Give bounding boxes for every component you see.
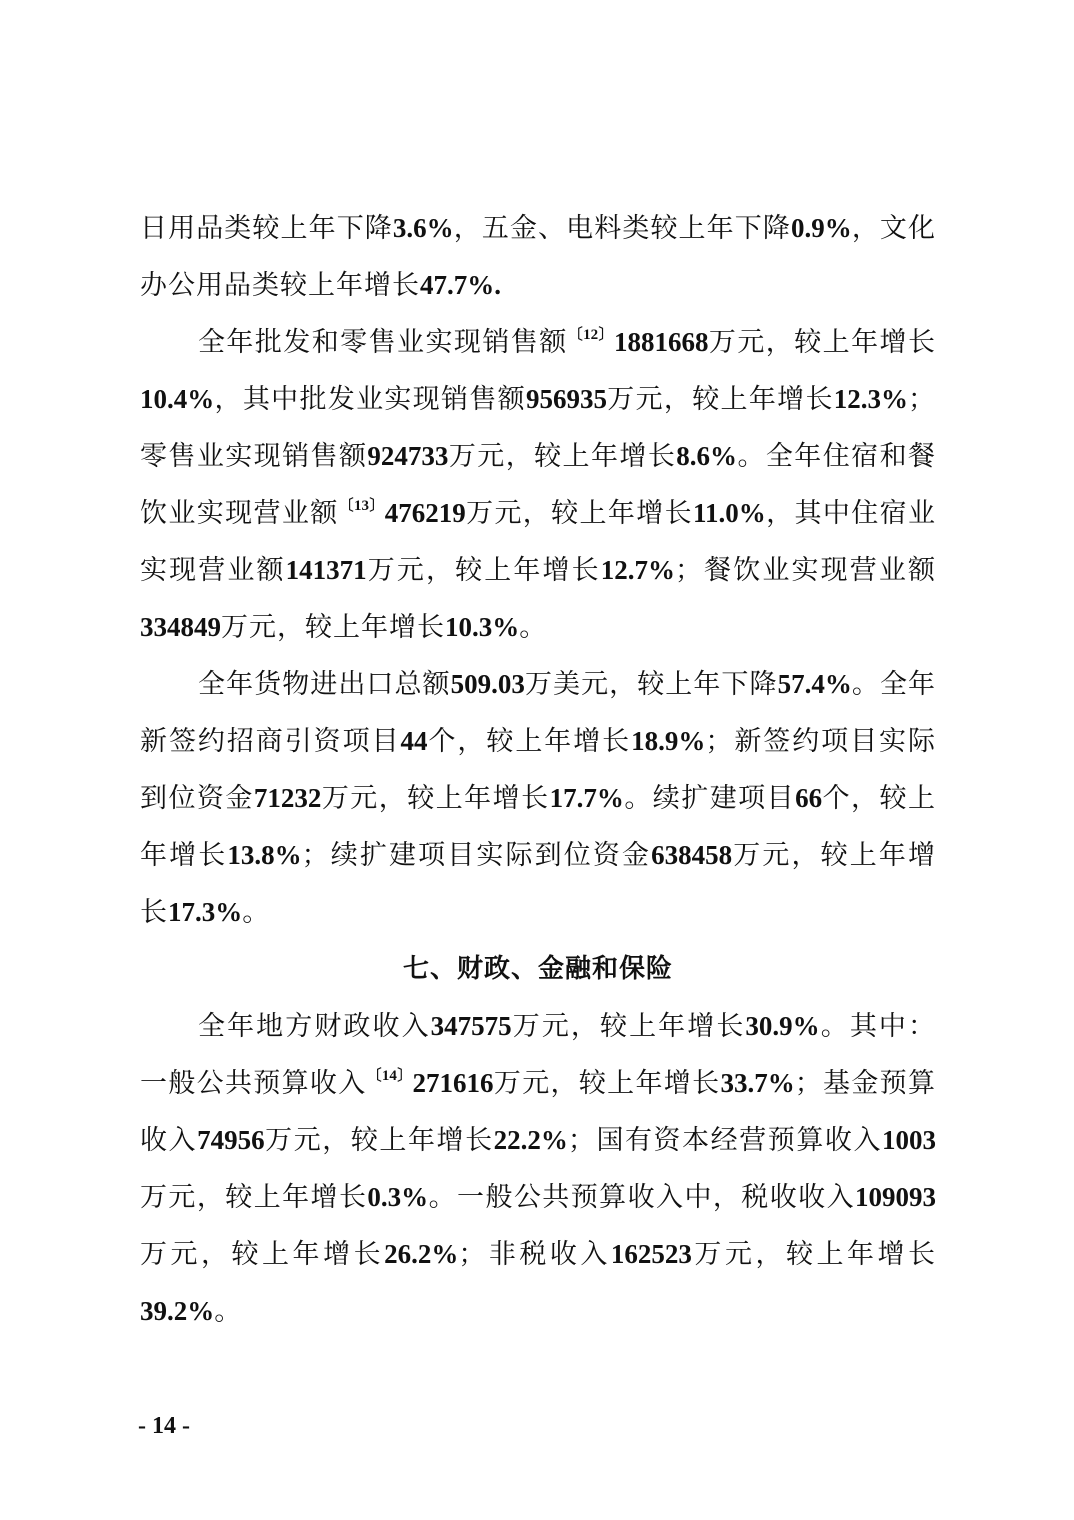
- figure-value: 8.6%: [676, 441, 738, 471]
- figure-value: 0.9%: [790, 213, 852, 243]
- footnote-reference: 〔12〕: [567, 327, 614, 343]
- figure-value: 334849: [140, 612, 221, 642]
- text-run: ，其中住宿业实现营业额: [140, 498, 937, 586]
- footnote-reference: 〔14〕: [366, 1068, 413, 1084]
- text-run: ，文化办公用品类较上年增长: [140, 213, 937, 301]
- text-run: 。全年新签约招商引资项目: [140, 669, 937, 757]
- text-run: ；基金预算收入: [140, 1068, 936, 1156]
- body-paragraph: [140, 656, 936, 941]
- text-run: 万元，较上年增长: [221, 612, 445, 643]
- figure-value: 22.2%: [493, 1125, 568, 1155]
- body-paragraph: [140, 314, 936, 656]
- figure-value: 12.3%: [833, 384, 909, 414]
- figure-value: 10.4%: [140, 384, 215, 414]
- figure-value: 74956: [197, 1125, 265, 1155]
- figure-value: 956935: [525, 384, 607, 414]
- text-run: 万元，较上年增长: [606, 384, 834, 415]
- figure-value: 17.3%: [168, 897, 243, 927]
- text-run: ；餐饮业实现营业额: [675, 555, 936, 586]
- figure-value: 39.2%: [140, 1296, 215, 1326]
- footnote-reference: 〔13〕: [338, 498, 385, 514]
- figure-value: 11.0%: [693, 498, 766, 528]
- text-run: 日用品类较上年下降: [140, 213, 393, 244]
- figure-value: 47.7%.: [420, 270, 501, 300]
- text-run: 。续扩建项目: [623, 783, 796, 814]
- text-run: 万美元，较上年下降: [524, 669, 778, 700]
- figure-value: 162523: [610, 1239, 692, 1269]
- figure-value: 924733: [367, 441, 449, 471]
- text-run: ；新签约项目实际到位资金: [140, 726, 937, 814]
- figure-value: 271616: [412, 1068, 494, 1098]
- figure-value: 17.7%: [549, 783, 624, 813]
- figure-value: 10.3%: [445, 612, 520, 642]
- figure-value: 12.7%: [600, 555, 675, 585]
- body-paragraph: [140, 200, 936, 314]
- text-run: 万元，较上年增长: [321, 783, 550, 814]
- figure-value: 109093: [855, 1182, 937, 1212]
- figure-value: 57.4%: [777, 669, 852, 699]
- figure-value: 66: [795, 783, 823, 813]
- figure-value: 0.3%: [367, 1182, 429, 1212]
- text-run: 万元，较上年增长: [264, 1125, 494, 1156]
- text-run: ；国有资本经营预算收入: [567, 1125, 883, 1156]
- text-run: 万元，较上年增长: [708, 327, 936, 358]
- text-run: 。: [519, 612, 548, 643]
- text-run: 。: [214, 1296, 243, 1327]
- text-run: 全年地方财政收入: [198, 1011, 431, 1042]
- text-run: 万元，较上年增长: [366, 555, 601, 586]
- document-body: [140, 200, 936, 1340]
- text-run: 万元，较上年增长: [140, 840, 936, 928]
- text-run: 。: [242, 897, 271, 928]
- text-run: 全年批发和零售业实现销售额: [198, 327, 568, 358]
- figure-value: 347575: [430, 1011, 512, 1041]
- text-run: 万元，较上年增长: [511, 1011, 746, 1042]
- text-run: ，其中批发业实现销售额: [214, 384, 526, 415]
- figure-value: 638458: [651, 840, 733, 870]
- text-run: ；续扩建项目实际到位资金: [301, 840, 652, 871]
- page-number: - 14 -: [138, 1413, 190, 1439]
- text-run: 万元，较上年增长: [140, 1239, 385, 1270]
- text-run: 万元，较上年增长: [140, 1182, 368, 1213]
- text-run: 万元，较上年增长: [691, 1239, 937, 1270]
- figure-value: 1003: [882, 1125, 937, 1155]
- figure-value: 3.6%: [392, 213, 454, 243]
- text-run: 万元，较上年增长: [465, 498, 694, 529]
- figure-value: 18.9%: [631, 726, 706, 756]
- text-run: 个，较上年增长: [140, 783, 936, 871]
- figure-value: 26.2%: [384, 1239, 459, 1269]
- figure-value: 13.8%: [227, 840, 302, 870]
- body-paragraph: [140, 998, 936, 1340]
- figure-value: 71232: [253, 783, 322, 813]
- text-run: 全年货物进出口总额: [198, 669, 451, 700]
- text-run: ，五金、电料类较上年下降: [453, 213, 791, 244]
- text-run: 万元，较上年增长: [448, 441, 677, 472]
- figure-value: 44: [400, 726, 428, 756]
- text-run: 。全年住宿和餐饮业实现营业额: [140, 441, 937, 529]
- figure-value: 33.7%: [720, 1068, 795, 1098]
- figure-value: 476219: [384, 498, 466, 528]
- figure-value: 509.03: [450, 669, 525, 699]
- text-run: 。一般公共预算收入中，税收收入: [428, 1182, 856, 1213]
- text-run: 。其中：一般公共预算收入: [140, 1011, 937, 1099]
- text-run: 万元，较上年增长: [493, 1068, 721, 1099]
- figure-value: 30.9%: [745, 1011, 820, 1041]
- figure-value: 1881668: [614, 327, 709, 357]
- text-run: ；零售业实现销售额: [140, 384, 937, 472]
- section-heading: 七、财政、金融和保险: [402, 954, 673, 984]
- text-run: 个，较上年增长: [427, 726, 632, 757]
- text-run: ；非税收入: [458, 1239, 611, 1270]
- figure-value: 141371: [285, 555, 367, 585]
